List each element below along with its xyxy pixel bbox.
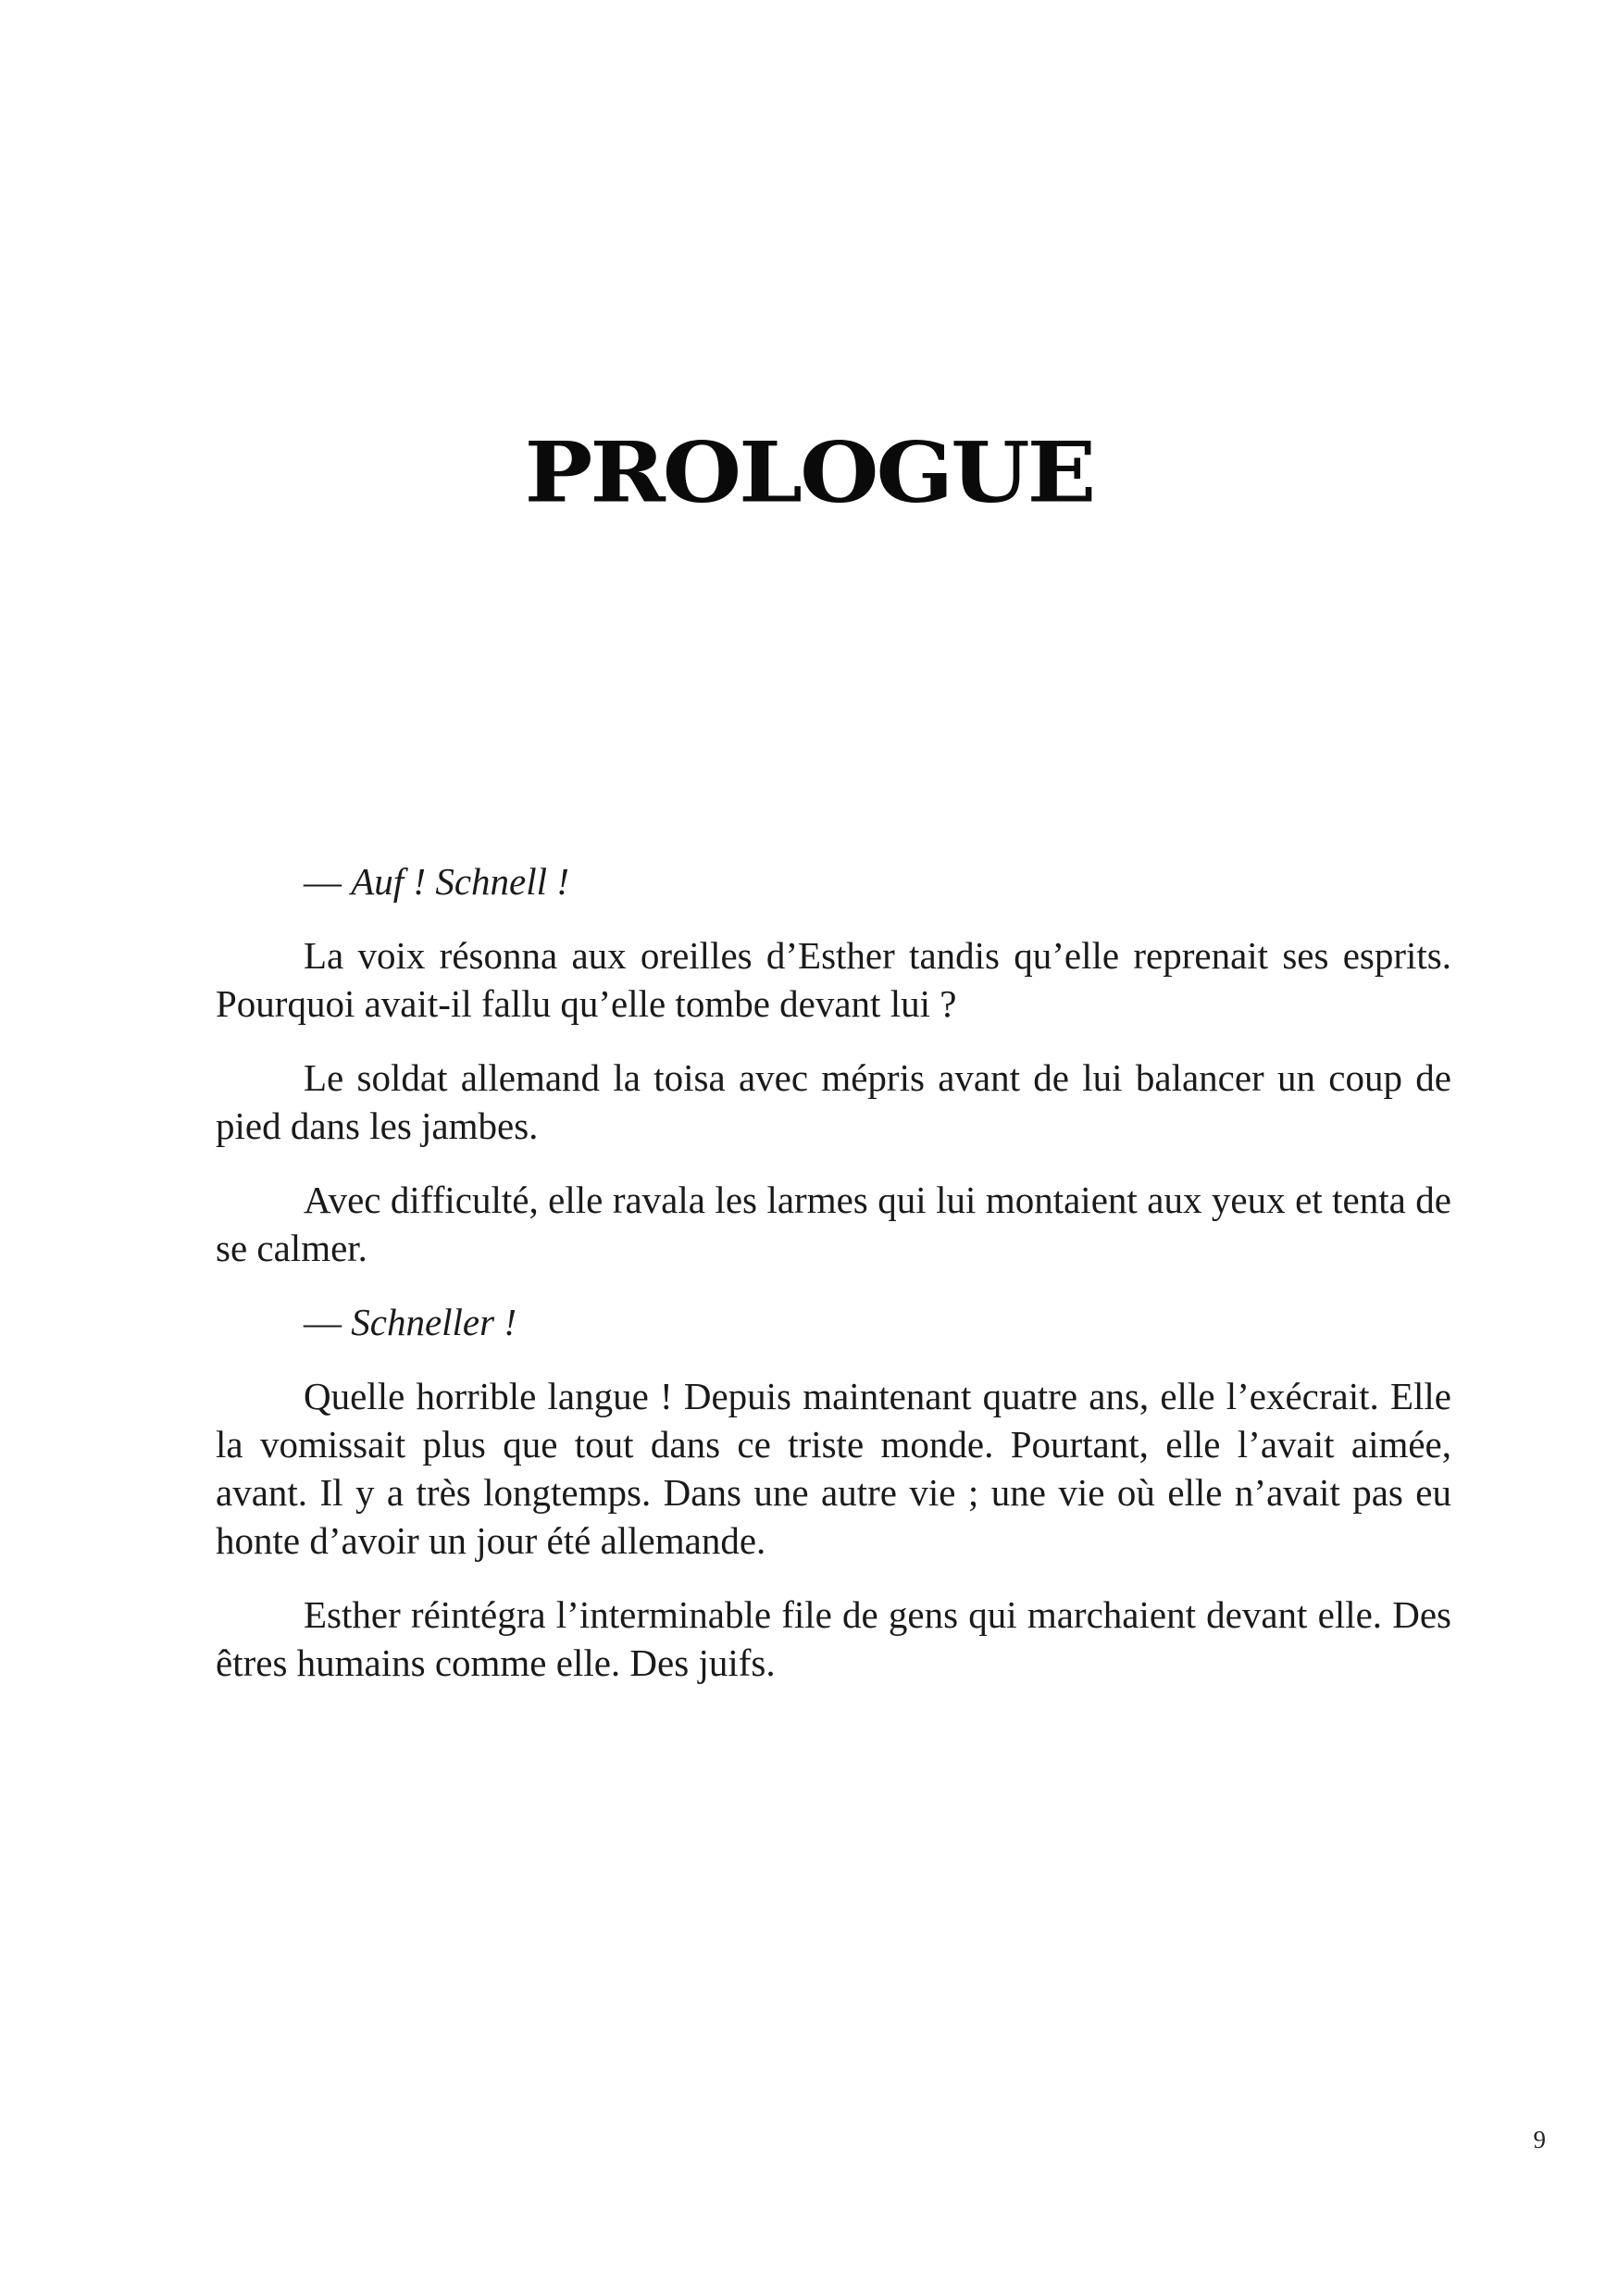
- paragraph-dialogue: [216, 857, 1451, 905]
- dialogue-text: Schneller !: [351, 1301, 517, 1343]
- paragraph: Quelle horrible langue ! Depuis maintenant quatre ans, elle l’exécrait. Elle la vomissait plus que tout dans ce triste monde. Pourtant, elle l’avait aimée, avant. Il y a très longtemps. Dans une autre vie ; une vie où elle n’avait pas eu honte d’avoir un jour été allemande.: [216, 1375, 1451, 1562]
- paragraph: La voix résonna aux oreilles d’Esther tandis qu’elle reprenait ses esprits. Pourquoi avait-il fallu qu’elle tombe devant lui ?: [216, 934, 1451, 1025]
- paragraph-dialogue: [216, 1298, 1451, 1346]
- dialogue-text: Auf ! Schnell !: [351, 860, 569, 903]
- dialogue-dash: —: [304, 860, 352, 903]
- page-number: 9: [1533, 2126, 1546, 2153]
- paragraph: Esther réintégra l’interminable file de gens qui marchaient devant elle. Des êtres humains comme elle. Des juifs.: [216, 1593, 1451, 1684]
- chapter-title: PROLOGUE: [524, 423, 1094, 522]
- chapter-body: [216, 857, 1451, 1713]
- dialogue-dash: —: [304, 1301, 352, 1343]
- paragraph: Avec difficulté, elle ravala les larmes qui lui montaient aux yeux et tenta de se calmer.: [216, 1179, 1451, 1269]
- paragraph: Le soldat allemand la toisa avec mépris avant de lui balancer un coup de pied dans les jambes.: [216, 1056, 1451, 1147]
